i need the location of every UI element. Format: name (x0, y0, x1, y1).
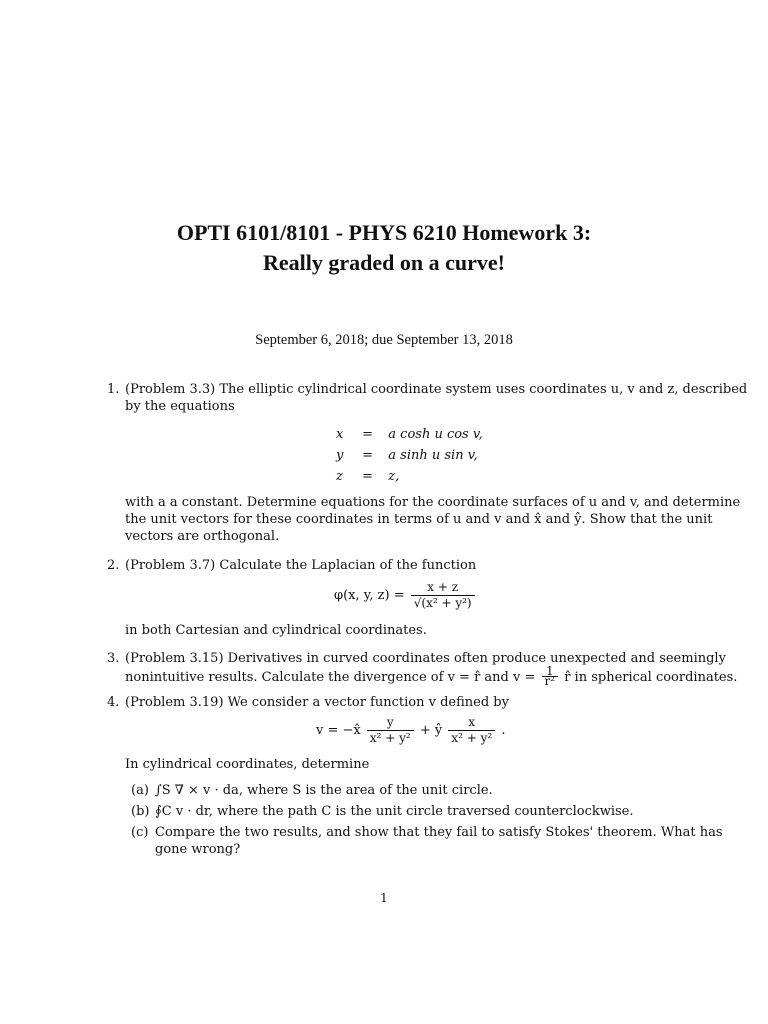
subpart-c-continuation: gone wrong? (155, 842, 241, 857)
problem-2 (107, 557, 679, 574)
problem-text: with a a constant. Determine equations for the coordinate surfaces of u and v, and determine (125, 495, 741, 510)
equation-row: z = z, (336, 469, 400, 484)
subpart-b: (b) ∮C v · dr, where the path C is the unit circle traversed counterclockwise. (131, 804, 634, 819)
problem-4 (107, 694, 679, 711)
problem-text: (Problem 3.3) The elliptic cylindrical coordinate system uses coordinates u, v and z, described (125, 382, 748, 397)
problem-text: vectors are orthogonal. (125, 529, 280, 544)
coordinate-equations (336, 426, 483, 489)
problem-text: (Problem 3.7) Calculate the Laplacian of the function (125, 558, 477, 573)
paper-title (0, 218, 768, 278)
problem-number: 3. (107, 651, 120, 666)
problem-number: 1. (107, 382, 120, 397)
title-line-2: Really graded on a curve! (263, 250, 505, 275)
problem-text: the unit vectors for these coordinates in terms of u and v and x̂ and ŷ. Show that the unit (125, 512, 713, 527)
problem-text: in both Cartesian and cylindrical coordinates. (125, 623, 427, 638)
phi-equation: φ(x, y, z) = $\frac{x + z}{\text{√(x² + y²)}}$ (334, 580, 477, 611)
problem-text-cont: by the equations (125, 399, 235, 414)
vector-field-equation: v = −x̂ $\frac{y}{\text{x² + y²}}$ + ŷ $\frac{x}{\text{x² + y²}}$ . (316, 715, 506, 745)
problem-1 (107, 381, 748, 415)
problem-text: (Problem 3.19) We consider a vector function v defined by (125, 695, 509, 710)
problem-text-cont: nonintuitive results. Calculate the divergence of v = r̂ and v = $\frac{1}{\text{r²}}$ r̂ in spherical coordinates. (125, 664, 738, 688)
problem-text: In cylindrical coordinates, determine (125, 757, 370, 772)
problem-3 (107, 650, 738, 688)
problem-text: (Problem 3.15) Derivatives in curved coordinates often produce unexpected and seemingly (125, 651, 726, 666)
page-number: 1 (380, 891, 388, 905)
problem-4-continuation (107, 756, 723, 858)
problem-2-continuation (107, 622, 679, 639)
title-line-1: OPTI 6101/8101 - PHYS 6210 Homework 3: (176, 220, 592, 245)
date-line: September 6, 2018; due September 13, 2018 (255, 332, 513, 348)
equation-row: y = a sinh u sin v, (336, 448, 478, 463)
problem-1-continuation (107, 494, 741, 545)
problem-number: 4. (107, 695, 120, 710)
subpart-a: (a) ∫S ∇ × v · da, where S is the area of the unit circle. (131, 783, 493, 798)
problem-number: 2. (107, 558, 120, 573)
subpart-c: (c) Compare the two results, and show that they fail to satisfy Stokes' theorem. What has (131, 825, 723, 840)
equation-row: x = a cosh u cos v, (336, 427, 483, 442)
